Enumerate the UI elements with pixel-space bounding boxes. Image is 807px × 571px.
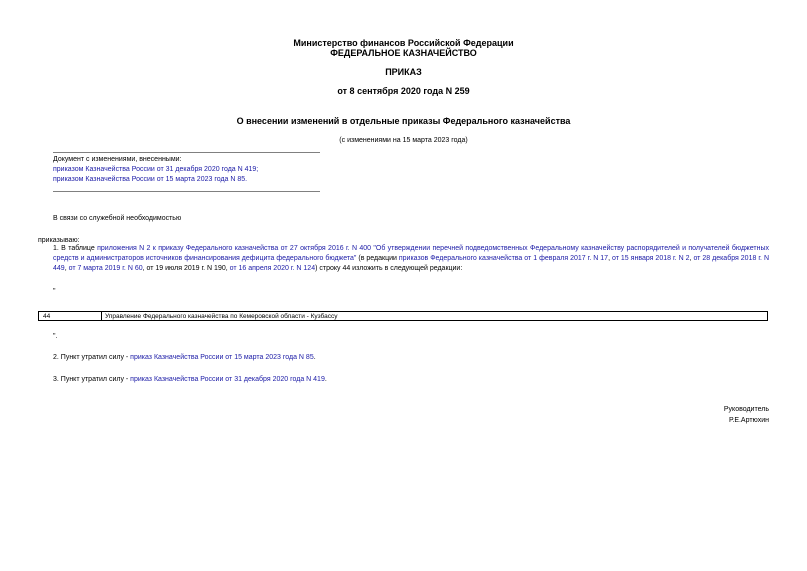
document-title: О внесении изменений в отдельные приказы Федерального казначейства (236, 116, 571, 126)
row-organization-name: Управление Федерального казначейства по Кемеровской области - Кузбассу (105, 313, 338, 320)
link-order-449[interactable]: от 28 декабря 2018 г. N 449 (53, 255, 769, 272)
preamble: В связи со служебной необходимостью (53, 215, 182, 222)
p1-text-end: ) строку 44 изложить в следующей редакции: (315, 265, 463, 272)
cell-divider (101, 312, 102, 320)
p1-sep: , (608, 255, 612, 262)
link-order-2[interactable]: от 15 января 2018 г. N 2 (611, 255, 690, 262)
link-order-85[interactable]: приказ Казначейства России от 15 марта 2023 года N 85 (130, 354, 314, 361)
link-order-124[interactable]: от 16 апреля 2020 г. N 124 (229, 265, 316, 272)
link-order-17[interactable]: приказов Федерального казначейства от 1 февраля 2017 г. N 17 (398, 255, 609, 262)
p2-end: . (313, 354, 316, 361)
amendment-link-85[interactable]: приказом Казначейства России от 15 марта 2023 года N 85. (53, 176, 248, 183)
row-number: 44 (43, 313, 51, 320)
p3-end: . (324, 376, 327, 383)
link-order-400-appendix-2[interactable]: приложения N 2 к приказу Федерального казначейства от 27 октября 2016 г. N 400 "Об утверждении перечней подведомственных Федеральному казначейству распорядителей и получателей бюджетных средств и администраторов источников финансирования дефицита федерального бюджета" (53, 245, 770, 262)
p1-text-start: 1. В таблице (53, 245, 98, 252)
quote-close: ". (53, 333, 58, 340)
paragraph-1 (53, 244, 769, 274)
table-row (38, 311, 768, 321)
signature-name: Р.Е.Артюхин (729, 417, 769, 424)
p2-text: 2. Пункт утратил силу - (53, 354, 131, 361)
quote-open: " (53, 288, 56, 295)
paragraph-2 (53, 353, 316, 363)
treasury-name: ФЕДЕРАЛЬНОЕ КАЗНАЧЕЙСТВО (330, 48, 477, 58)
amendments-bottom-rule (53, 191, 320, 192)
p1-text: (в редакции (356, 255, 399, 262)
ministry-name: Министерство финансов Российской Федерации (293, 38, 514, 48)
revision-note: (с изменениями на 15 марта 2023 года) (339, 137, 468, 144)
document-date: от 8 сентября 2020 года N 259 (337, 86, 470, 96)
p1-sep: , (64, 265, 69, 272)
amendments-top-rule (53, 152, 320, 153)
p3-text: 3. Пункт утратил силу - (53, 376, 131, 383)
p1-sep: , (689, 255, 694, 262)
paragraph-3 (53, 375, 327, 385)
order-word: приказываю: (38, 237, 80, 244)
link-order-419[interactable]: приказ Казначейства России от 31 декабря 2020 года N 419 (130, 376, 325, 383)
link-order-60[interactable]: от 7 марта 2019 г. N 60 (68, 265, 143, 272)
p1-text: , от 19 июля 2019 г. N 190, (142, 265, 230, 272)
signature-position: Руководитель (723, 406, 769, 413)
amendment-link-419[interactable]: приказом Казначейства России от 31 декабря 2020 года N 419; (53, 166, 259, 173)
amendments-intro: Документ с изменениями, внесенными: (53, 156, 182, 163)
document-type: ПРИКАЗ (385, 67, 422, 77)
